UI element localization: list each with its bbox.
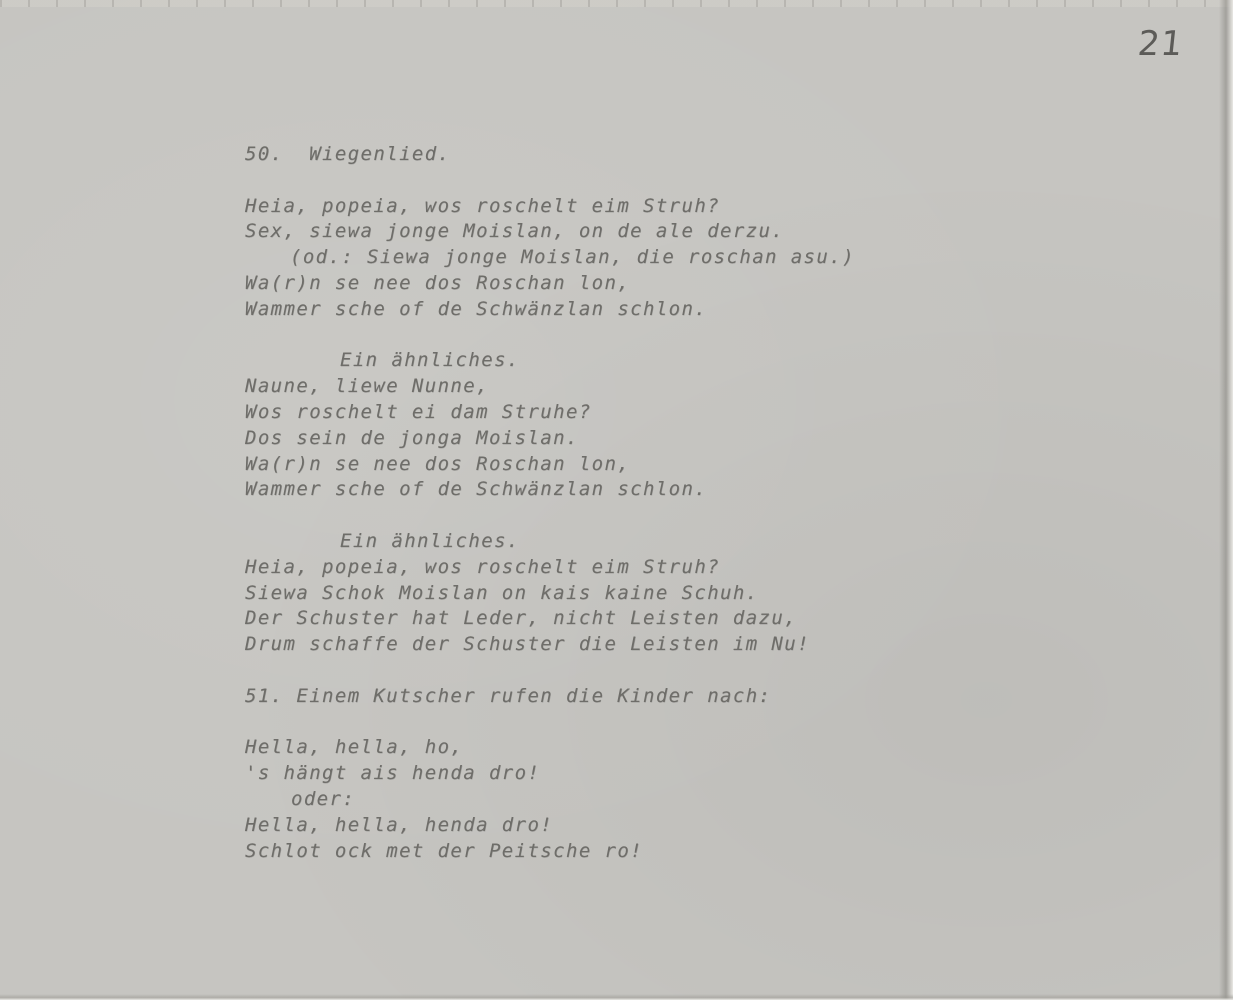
verse-line: Wammer sche of de Schwänzlan schlon. xyxy=(245,297,708,320)
verse-line: Hella, hella, ho, xyxy=(245,736,464,759)
verse-line: Wammer sche of de Schwänzlan schlon. xyxy=(245,478,708,501)
verse-line: Dos sein de jonga Moislan. xyxy=(245,426,579,449)
section-51-heading: 51. Einem Kutscher rufen die Kinder nach: xyxy=(245,684,772,707)
verse-line: Sex, siewa jonge Moislan, on de ale derzu. xyxy=(245,220,785,243)
blank-line xyxy=(245,168,1145,194)
verse-line: Wa(r)n se nee dos Roschan lon, xyxy=(245,271,631,294)
page-top-edge xyxy=(0,0,1233,7)
verse-line: Wa(r)n se nee dos Roschan lon, xyxy=(245,452,631,475)
verse-line: Der Schuster hat Leder, nicht Leisten dazu, xyxy=(245,607,798,630)
verse-line: Siewa Schok Moislan on kais kaine Schuh. xyxy=(245,581,759,604)
verse-line-variant-note: (od.: Siewa jonge Moislan, die roschan asu.) xyxy=(290,246,855,269)
blank-line xyxy=(245,710,1145,736)
section-50-heading: 50. Wiegenlied. xyxy=(245,143,451,165)
verse-line: 's hängt ais henda dro! xyxy=(245,762,541,785)
page-right-edge xyxy=(1219,0,1233,1000)
variant-heading: Ein ähnliches. xyxy=(340,529,520,552)
handwritten-page-number: 21 xyxy=(1135,24,1186,64)
blank-line xyxy=(245,503,1145,529)
verse-line: Wos roschelt ei dam Struhe? xyxy=(245,400,592,423)
verse-line: Schlot ock met der Peitsche ro! xyxy=(245,839,644,862)
verse-line: Heia, popeia, wos roschelt eim Struh? xyxy=(245,555,721,578)
verse-line: Naune, liewe Nunne, xyxy=(245,375,489,398)
blank-line xyxy=(245,323,1145,349)
verse-line: Drum schaffe der Schuster die Leisten im Nu! xyxy=(245,633,810,656)
blank-line xyxy=(245,658,1145,684)
typewritten-text xyxy=(245,142,1145,864)
verse-line: Heia, popeia, wos roschelt eim Struh? xyxy=(245,194,721,217)
verse-line: Hella, hella, henda dro! xyxy=(245,813,554,836)
page-bottom-edge xyxy=(0,994,1233,1000)
variant-heading: Ein ähnliches. xyxy=(340,349,520,372)
oder-label: oder: xyxy=(291,787,356,810)
